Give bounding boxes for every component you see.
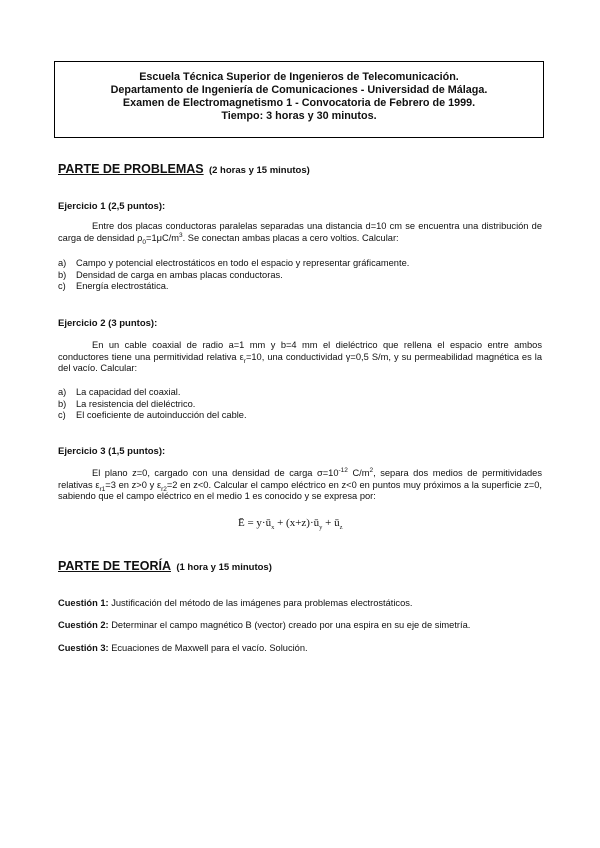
header-time: Tiempo: 3 horas y 30 minutos. — [221, 110, 377, 122]
formula-sub: x — [271, 524, 275, 532]
eps2-subscript: r2 — [161, 485, 167, 493]
problems-section-title — [58, 162, 310, 176]
item-mark: b) — [58, 269, 67, 280]
header-department: Departamento de Ingeniería de Comunicaciones - Universidad de Málaga. — [110, 84, 488, 96]
question-3 — [58, 643, 308, 653]
theory-time: (1 hora y 15 minutos) — [176, 562, 272, 573]
exercise-1-title: Ejercicio 1 (2,5 puntos): — [58, 201, 166, 212]
problems-title: PARTE DE PROBLEMAS — [58, 162, 204, 176]
question-3-text: Ecuaciones de Maxwell para el vacío. Solución. — [108, 643, 308, 653]
item-text: El coeficiente de autoinducción del cable. — [76, 410, 247, 420]
list-item — [58, 399, 247, 411]
exercise-3-statement — [58, 468, 542, 503]
unit-exponent: 2 — [369, 466, 374, 474]
question-2 — [58, 620, 470, 630]
question-2-text: Determinar el campo magnético B (vector) creado por una espira en su eje de simetría. — [108, 620, 471, 630]
question-1-text: Justificación del método de las imágenes para problemas electrostáticos. — [108, 598, 413, 608]
ex3-text: El plano z=0, cargado con una densidad de carga σ=10 — [92, 468, 339, 478]
rho-subscript: 0 — [142, 238, 147, 246]
rho-symbol: ρ — [137, 232, 143, 243]
exercise-2-title: Ejercicio 2 (3 puntos): — [58, 318, 158, 329]
question-2-label: Cuestión 2: — [58, 620, 109, 630]
exam-header-box — [54, 61, 544, 138]
ex1-text: Entre dos placas conductoras paralelas separadas una distancia d=10 cm se encuentra una distribución de carga de densidad — [58, 221, 542, 243]
formula-sub: y — [319, 524, 323, 532]
header-school: Escuela Técnica Superior de Ingenieros de Telecomunicación. — [139, 71, 459, 83]
rho-value: =1μC/m — [146, 232, 180, 243]
problems-time: (2 horas y 15 minutos) — [208, 165, 310, 176]
item-mark: b) — [58, 398, 67, 409]
item-text: La capacidad del coaxial. — [76, 387, 181, 397]
exercise-1-items — [58, 258, 409, 293]
ex1-text-end: . Se conectan ambas placas a cero voltios. Calcular: — [182, 232, 399, 243]
item-text: Campo y potencial electrostáticos en todo el espacio y representar gráficamente. — [76, 258, 410, 268]
rho-exponent: 3 — [179, 231, 183, 239]
ex3-text-2: , separa dos medios de permitividades relativas ε — [58, 468, 543, 490]
question-1 — [58, 598, 412, 608]
exercise-2-items — [58, 387, 247, 422]
electric-field-formula — [238, 517, 343, 532]
formula-part: + ū — [322, 517, 340, 529]
formula-sub: z — [339, 524, 343, 532]
ex3-text-4: =2 en z<0. Calcular el campo eléctrico en z<0 en puntos muy próximos a la superficie z=0, sabiendo que el campo eléctrico en el medio 1 es conocido y se expresa por: — [58, 479, 542, 501]
item-text: La resistencia del dieléctrico. — [76, 398, 196, 409]
eps1-subscript: r1 — [99, 485, 106, 493]
list-item — [58, 410, 247, 422]
item-text: Densidad de carga en ambas placas conductoras. — [76, 269, 283, 280]
list-item — [58, 281, 409, 293]
question-1-label: Cuestión 1: — [58, 598, 109, 608]
exercise-2-statement — [58, 340, 542, 375]
ex2-text-end: =10, una conductividad γ=0,5 S/m, y su permeabilidad magnética es la del vacío. Calcular: — [58, 351, 542, 373]
formula-part: + (x+z)·ū — [274, 517, 320, 529]
exercise-1-statement — [58, 221, 542, 244]
eps-subscript: r — [243, 357, 246, 365]
ex3-text-3: =3 en z>0 y ε — [105, 479, 162, 490]
sigma-exponent: -12 — [338, 466, 348, 474]
item-mark: a) — [58, 258, 67, 268]
ex2-text: En un cable coaxial de radio a=1 mm y b=4 mm el dieléctrico que rellena el espacio entre ambos conductores tiene una permitividad relativa ε — [58, 340, 542, 362]
ex3-unit: C/m — [347, 468, 370, 478]
list-item — [58, 387, 247, 399]
item-text: Energía electrostática. — [76, 281, 169, 291]
item-mark: c) — [58, 281, 66, 291]
theory-title: PARTE DE TEORÍA — [58, 559, 171, 573]
exercise-3-title: Ejercicio 3 (1,5 puntos): — [58, 446, 166, 457]
formula-part: Ē = y·ū — [238, 517, 272, 529]
list-item — [58, 270, 409, 282]
list-item — [58, 258, 409, 270]
item-mark: a) — [58, 387, 67, 397]
theory-section-title — [58, 559, 272, 573]
item-mark: c) — [58, 410, 66, 420]
question-3-label: Cuestión 3: — [58, 643, 109, 653]
header-exam: Examen de Electromagnetismo 1 - Convocatoria de Febrero de 1999. — [122, 97, 476, 109]
